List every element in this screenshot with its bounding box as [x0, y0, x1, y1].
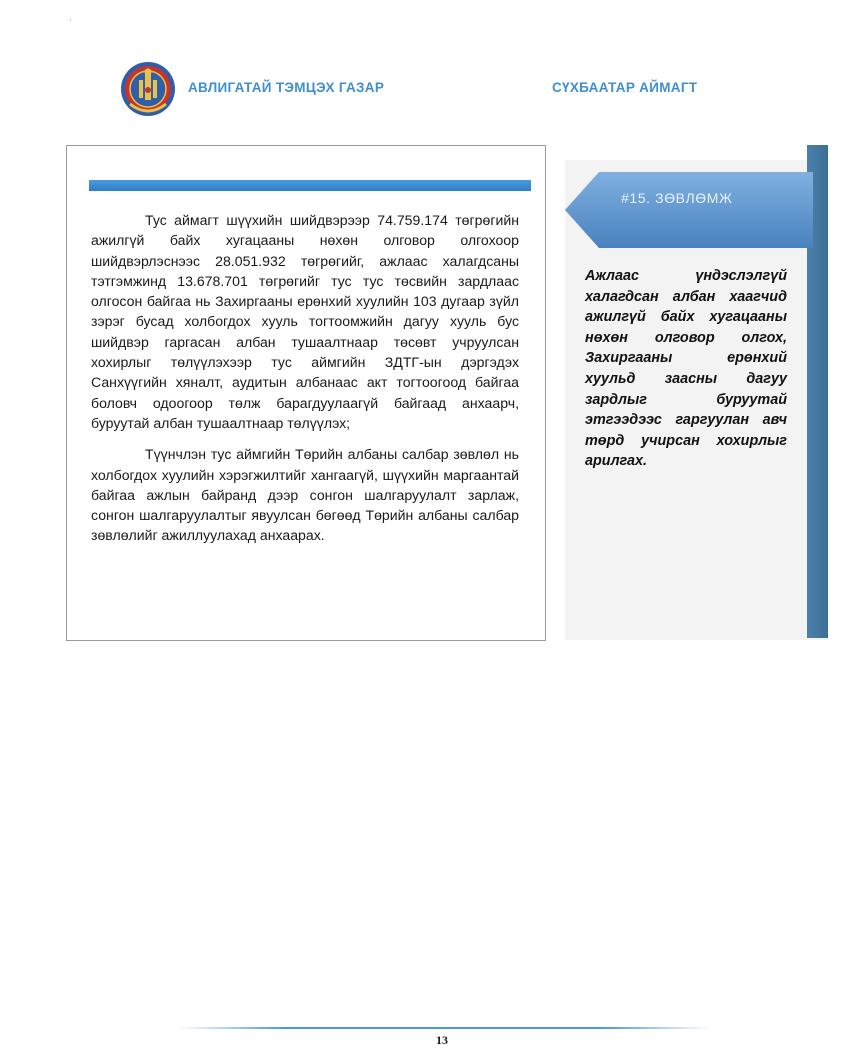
findings-text [91, 210, 519, 557]
recommendation-panel [565, 160, 828, 640]
organization-name: АВЛИГАТАЙ ТЭМЦЭХ ГАЗАР [188, 80, 385, 95]
region-name: СҮХБААТАР АЙМАГТ [552, 80, 698, 95]
recommendation-banner [565, 172, 813, 248]
recommendation-title: #15. ЗӨВЛӨМЖ [621, 190, 733, 206]
recommendation-text: Ажлаас үндэслэлгүй халагдсан албан хаагчид ажилгүй байх хугацааны нөхөн олговор олгох, Захиргааны ерөнхий хуульд заасны дагуу зардлыг буруутай этгээдээс гаргуулан авч төрд учирсан хохирлыг арилгах. [585, 268, 787, 470]
findings-box [66, 145, 546, 641]
scan-speck [70, 19, 71, 20]
page-header [0, 0, 850, 130]
page-number: 13 [436, 1033, 448, 1047]
findings-paragraph-2: Түүнчлэн тус аймгийн Төрийн албаны салбар зөвлөл нь холбогдох хуулийн хэрэгжилтийг хангаагүй, шүүхийн маргаантай байгаа ажлын байранд дээр сонгон шалгаруулалт зарлаж, сонгон шалгаруулалтыг явуулсан бөгөөд Төрийн албаны салбар зөвлөлийг ажиллуулахад анхаарах. [91, 446, 519, 544]
soyombo-emblem-icon [120, 60, 176, 118]
findings-header-bar [89, 180, 531, 191]
findings-paragraph-1: Тус аймагт шүүхийн шийдвэрээр 74.759.174 төгрөгийн ажилгүй байх хугацааны нөхөн олговор олгохоор шийдвэрлэснээс 28.051.932 төгрөгийг, ажлаас халагдсаны тэтгэмжинд 13.678.701 төгрөгийг тус тус төсвийн зардлаас олгосон байгаа нь Захиргааны ерөнхий хуулийн 103 дугаар зүйл зэрэг бусад холбогдох хууль тогтоомжийн дагуу хууль бус шийдвэр гаргасан албан тушаалтнаар төсөвт учруулсан хохирлыг төлүүлэхээр тус аймгийн ЗДТГ-ын дэргэдэх Санхүүгийн хяналт, аудитын албанаас акт тогтоогоод байгаа боловч одоогоор төлж барагдуулаагүй байгаад анхаарч, буруутай албан тушаалтнаар төлүүлэх; [91, 212, 519, 431]
footer-divider [178, 1027, 710, 1029]
